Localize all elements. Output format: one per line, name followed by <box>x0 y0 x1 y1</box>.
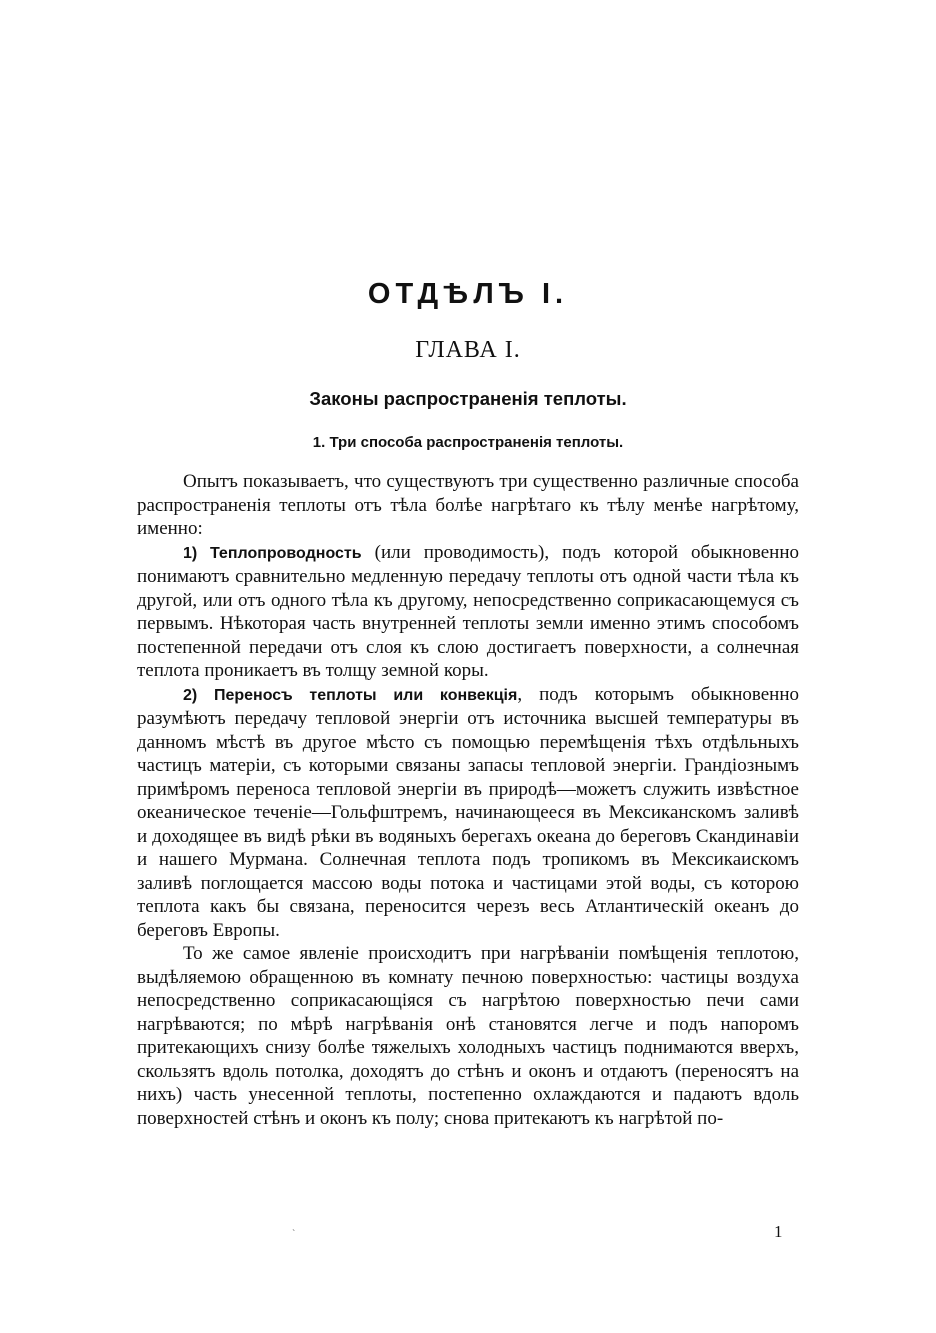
stray-mark: ` <box>292 1229 296 1240</box>
term-convection: 2) Переносъ теплоты или конвекція <box>183 686 518 704</box>
paragraph-text: То же самое явленіе происходитъ при нагрѣваніи помѣщенія теплотою, выдѣляемою обращенною въ комнату печною поверхностью: частицы воздуха непосредственно соприкасающіяся съ нагрѣтою поверхностью печи сами нагрѣваются; по мѣрѣ нагрѣванія онѣ становятся легче и подъ напоромъ притекающихъ снизу болѣе тяжелыхъ холодныхъ частицъ поднимаются вверхъ, скользятъ вдоль потолка, доходятъ до стѣнъ и оконъ и отдаютъ (переносятъ на нихъ) часть унесенной теплоты, постепенно охлаждаются и падаютъ вдоль поверхностей стѣнъ и оконъ къ полу; снова притекаютъ къ нагрѣтой по- <box>137 943 799 1129</box>
paragraph-text: Опытъ показываетъ, что существуютъ три существенно различные способа распространенія теплоты отъ тѣла болѣе нагрѣтаго къ тѣлу менѣе нагрѣтому, именно: <box>137 471 799 539</box>
paragraph-intro <box>137 470 799 541</box>
chapter-title: ГЛАВА I. <box>415 337 521 363</box>
paragraph-text: , подъ которымъ обыкновенно разумѣютъ передачу тепловой энергіи отъ источника высшей температуры въ данномъ мѣстѣ въ другое мѣсто съ помощью перемѣщенія тѣхъ отдѣльныхъ частицъ матеріи, съ которыми связаны запасы тепловой энергіи. Грандіознымъ примѣромъ переноса тепловой энергіи въ природѣ—можетъ служить извѣстное океаническое теченіе—Гольфштремъ, начинающееся въ Мексиканскомъ заливѣ и доходящее въ видѣ рѣки въ водяныхъ берегахъ океана до береговъ Скандинавіи и нашего Мурмана. Солнечная теплота подъ тропикомъ въ Мексикаискомъ заливѣ поглощается массою воды потока и частицами этой воды, съ которою теплота какъ бы связана, переносится черезъ весь Атлантическій океанъ до береговъ Европы. <box>137 683 799 941</box>
paragraph-conduction <box>137 541 799 683</box>
paragraph-room-example <box>137 942 799 1130</box>
paragraph-convection <box>137 683 799 943</box>
page-number: 1 <box>774 1222 783 1241</box>
paragraph-text: (или проводимость), подъ которой обыкновенно понимаютъ сравнительно медленную передачу теплоты отъ одной части тѣла къ другой, или отъ одного тѣла къ другому, непосредственно соприкасающемуся съ первымъ. Нѣкоторая часть внутренней теплоты земли именно этимъ способомъ постепенной передачи отъ слоя къ слою достигаетъ поверхности, а солнечная теплота проникаетъ въ толщу земной коры. <box>137 541 799 681</box>
term-conduction: 1) Теплопроводность <box>183 544 362 562</box>
body-text <box>137 470 799 1130</box>
chapter-subtitle: Законы распространенія теплоты. <box>309 388 627 409</box>
part-title: ОТДѢЛЪ І. <box>367 278 569 310</box>
section-title: 1. Три способа распространенія теплоты. <box>312 434 624 451</box>
